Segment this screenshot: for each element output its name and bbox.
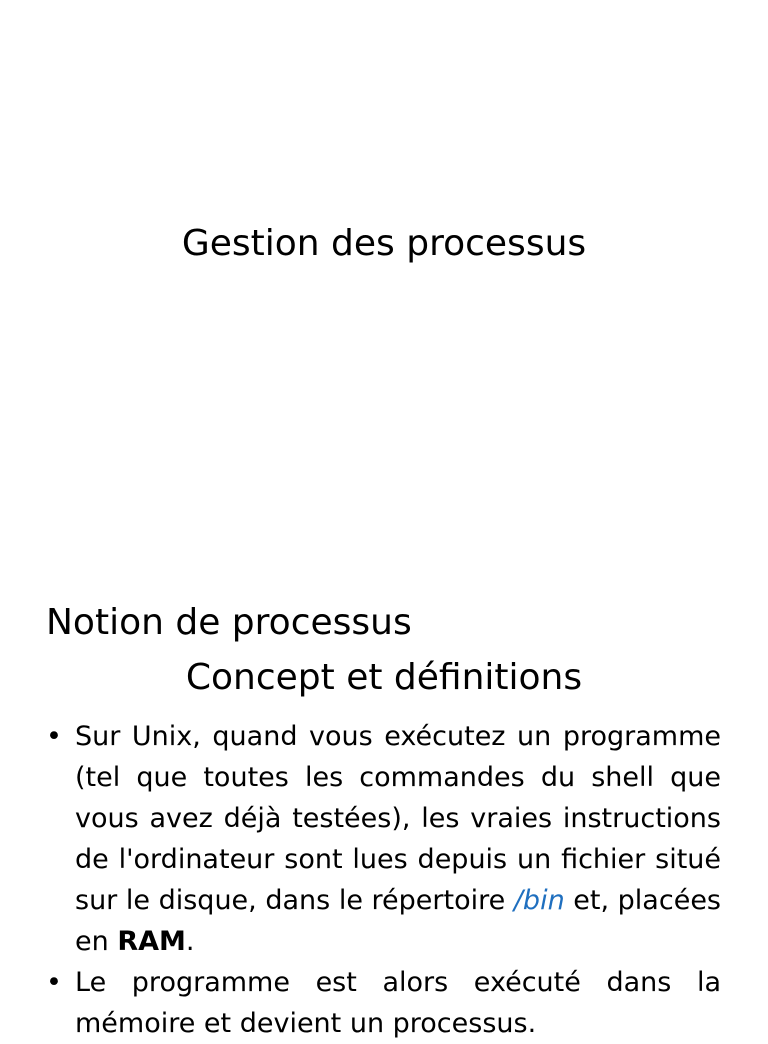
slide-title: Gestion des processus bbox=[181, 223, 587, 264]
section-subheading: Concept et définitions bbox=[185, 657, 583, 698]
path-text: /bin bbox=[513, 885, 565, 916]
bullet-text: . bbox=[185, 926, 195, 957]
bullet-item bbox=[46, 716, 721, 962]
bullet-icon: • bbox=[46, 967, 62, 998]
bullet-text: Sur Unix, quand vous exécutez un programme (tel que toutes les commandes du shell que vous avez déjà testées), les vraies instructions de l'ordinateur sont lues depuis un fichier situé sur le disque, dans le répertoire bbox=[75, 721, 721, 916]
emphasis-text: RAM bbox=[117, 926, 186, 957]
bullet-list bbox=[46, 716, 721, 1044]
section-heading: Notion de processus bbox=[46, 602, 412, 643]
bullet-text: Le programme est alors exécuté dans la mémoire et devient un processus. bbox=[75, 967, 721, 1039]
bullet-item bbox=[46, 962, 721, 1044]
bullet-icon: • bbox=[46, 721, 62, 752]
bullet-text: et, placées en bbox=[75, 885, 721, 957]
